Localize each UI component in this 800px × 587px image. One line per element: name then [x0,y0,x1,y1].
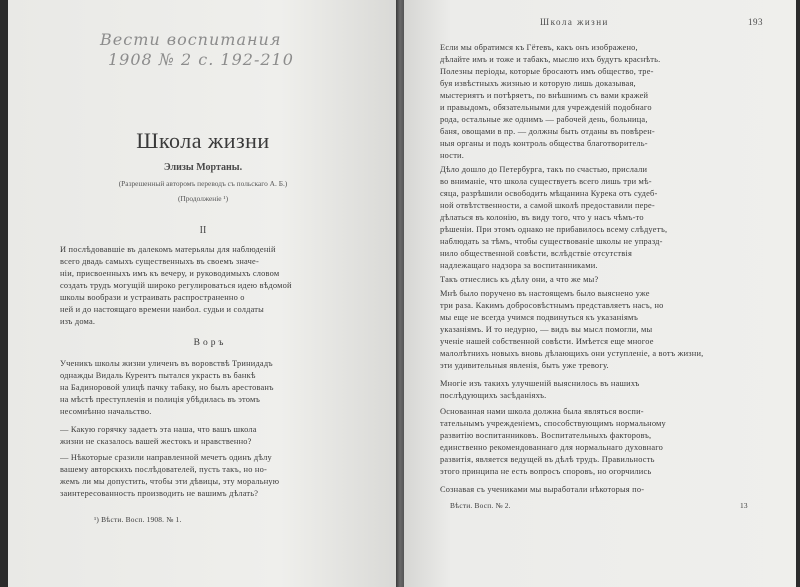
article-subtitle: (Разрешенный авторомъ переводъ съ польскаго А. Б.) [118,179,288,188]
handwritten-note-line1: Вести воспитания [100,30,282,49]
left-para1-line: И послѣдовавшіе въ далекомъ матерьялы для наблюденій [60,245,276,254]
handwritten-note-line2: 1908 № 2 с. 192-210 [108,50,294,69]
right-para4-line: малолѣтнихъ новыхъ вновь дѣлающихъ они уступленіе, а вотъ жизни, [440,349,704,358]
section-title: Воръ [193,338,227,348]
left-para1-line: ней и до настоящаго времени наибол. судьи и солдаты [60,305,264,314]
left-para4-line: жемъ ли мы допустить, чтобы эти дѣвицы, эту моральную [60,477,280,486]
right-para1-line: дѣлайте имъ и тоже и табакъ, мыслю ихъ будутъ краснѣть. [440,55,661,64]
left-para2-line: несомнѣнно начальство. [60,407,152,416]
left-para1-line: нiи, присвоенныхъ имъ къ вечеру, и руководимыхъ словом [60,269,280,278]
right-para2-line: дѣлаться въ колонію, въ виду того, что у насъ чѣмъ-то [440,213,644,222]
right-para6-line: развитія, является ведущей въ дѣлѣ трудъ. Правильность [440,455,655,464]
right-para1-line: Если мы обратимся къ Гётевъ, какъ онъ изображено, [440,43,638,52]
right-para2-line: сяца, разрѣшили освободить мѣщанина Курека отъ судеб- [440,189,658,198]
right-para6-line: Основанная нами школа должна была являться воспи- [440,407,644,416]
article-continuation: (Продолженіе ¹) [177,194,229,203]
right-para1-line: мыстериятъ и потѣряетъ, по внѣшнимъ съ вами кражей [440,91,649,100]
right-para2-line: наблюдать за тѣмъ, чтобы существованіе школы не упразд- [440,237,663,246]
left-para3-line: — Какую горячку задаетъ эта наша, что вашъ школа [60,425,257,434]
right-para6-line: тательнымъ учрежденіемъ, способствующимъ нормальному [440,419,666,428]
article-author: Элизы Мортаны. [163,162,243,173]
right-para4-line: мы еще не всегда учимся подвинуться къ указаніямъ [440,313,639,322]
right-para7-line: Сознавая съ учениками мы выработали нѣкоторыя по- [440,485,645,494]
left-para2-line: однажды Видаль Курентъ пытался украсть въ банкѣ [60,371,256,380]
right-para5-line: послѣдующихъ засѣданіяхъ. [440,391,547,400]
left-para4-line: заинтересованность производить не вашимъ дѣлать? [60,489,259,498]
page-number: 193 [748,17,763,27]
right-para1-line: Полезны періоды, которые бросаютъ имъ общество, тре- [440,67,654,76]
right-para6-line: единственно рекомендованнаго для нормальнаго духовнаго [440,443,664,452]
left-para1-line: создать трудъ могущій широко регулироваться идею вѣдомой [60,281,292,290]
left-para4-line: — Нѣкоторые сразили направленной мечетъ одинъ дѣлу [60,453,272,462]
right-para4-line: три раза. Какимъ добросовѣстнымъ представляетъ насъ, но [440,301,664,310]
left-para2-line: Ученикъ школы жизни уличенъ въ воровствѣ Тринидадъ [60,359,273,368]
running-header: Школа жизни [540,17,609,27]
left-para4-line: вашему авторскихъ послѣдователей, пусть такъ, но но- [60,465,267,474]
section-number: II [199,225,207,236]
right-para6-line: этого принципа не есть вопросъ споровъ, но огорчились [440,467,652,476]
right-para2-line: нило общественной совѣсти, вслѣдствіе отсутствія [440,249,633,258]
right-para1-line: баня, овощами в пр. — должны быть отданы въ повѣрен- [440,127,655,136]
right-para1-line: и правыдомъ, обязательными для учрежденій подобнаго [440,103,652,112]
right-para4-line: указаніямъ. И то недурно, — видъ вы мысл помогли, мы [440,325,653,334]
left-para1-line: изъ дома. [60,317,96,326]
right-para2-line: Дѣло дошло до Петербурга, такъ по счастью, прислали [440,165,648,174]
right-para3-line: Такъ отнеслись къ дѣлу они, а что же мы? [440,275,599,284]
left-para2-line: на Бадиноровой улицѣ пачку табаку, но былъ арестованъ [60,383,274,392]
right-para4-line: эти удивительныя явленія, быть уже тревогу. [440,361,609,370]
right-para1-line: ности. [440,151,465,160]
right-para1-line: ныя органы и подъ контроль общества благотворитель- [440,139,648,148]
right-para2-line: ной отвѣтственности, а самой школѣ предоставили пере- [440,201,655,210]
page-footer-signature: Вѣсти. Восп. № 2. [450,501,511,510]
left-para1-line: школы вообрази и устраивать распространенно о [60,293,245,302]
article-title: Школа жизни [136,128,270,153]
left-para3-line: жизни не сказалось вашей жестокъ и нравственно? [60,437,252,446]
left-para1-line: всего двадь самыхъ существенныхъ въ своемъ значе- [60,257,259,266]
right-para4-line: ученіе нашей собственной совѣсти. Имѣется еще многое [440,337,654,346]
right-para1-line: рода, остальные же однимъ — рабочей день, больница, [440,115,648,124]
right-para2-line: надлежащаго надзора за воспитанниками. [440,261,598,270]
right-para2-line: во вниманіе, что школа существуетъ всего лишь три мѣ- [440,177,652,186]
page-footer-number: 13 [740,501,748,510]
right-para4-line: Мнѣ было поручено въ настоящемъ было выяснено уже [440,289,650,298]
left-para2-line: на мѣстѣ преступленія и полиція убѣдилась въ этомъ [60,395,261,404]
footnote: ¹) Вѣсти. Восп. 1908. № 1. [94,515,182,524]
right-para5-line: Многіе изъ такихъ улучшеній выяснилось въ нашихъ [440,379,640,388]
right-para6-line: развитію воспитанниковъ. Воспитательныхъ факторовъ, [440,431,652,440]
right-para2-line: рѣшеніи. При этомъ однако не прибавилось всему слѣдуетъ, [440,225,668,234]
right-para1-line: буя извѣстныхъ жизнью и которую лишь доказывая, [440,79,636,88]
